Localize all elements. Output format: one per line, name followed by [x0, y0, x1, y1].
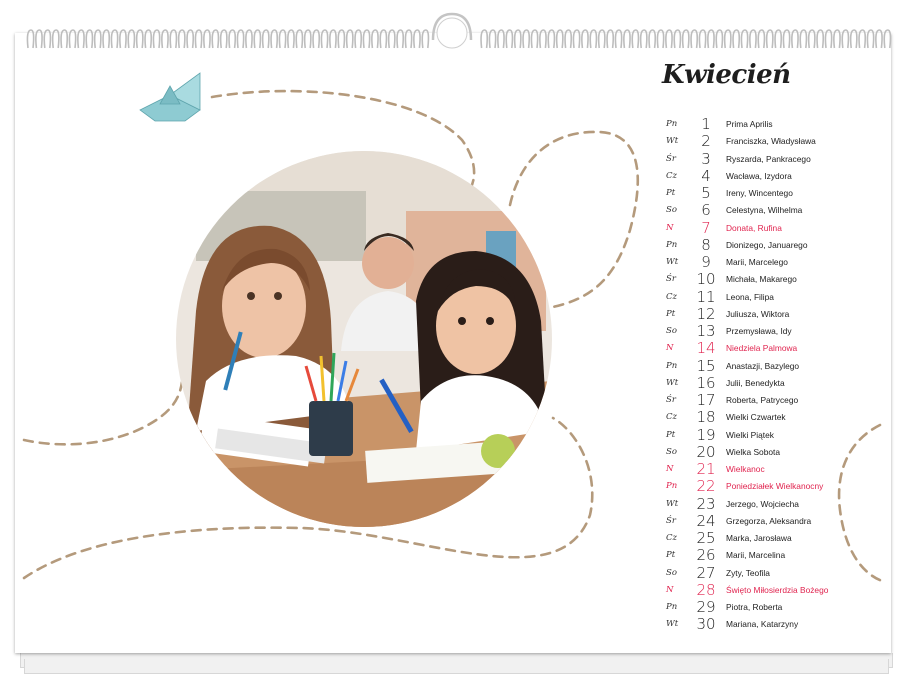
name-day-names: Jerzego, Wojciecha: [726, 498, 799, 509]
day-abbreviation: N: [666, 584, 674, 595]
day-abbreviation: Śr: [666, 515, 676, 526]
name-day-names: Święto Miłosierdzia Bożego: [726, 584, 829, 595]
day-row: [660, 151, 890, 168]
name-day-names: Zyty, Teofila: [726, 567, 770, 578]
name-day-names: Julii, Benedykta: [726, 377, 785, 388]
day-abbreviation: Pn: [666, 481, 678, 492]
day-list: [660, 116, 890, 634]
month-title: Kwiecień: [662, 60, 791, 90]
day-abbreviation: Pn: [666, 602, 678, 612]
day-abbreviation: Cz: [666, 291, 677, 302]
day-abbreviation: Wt: [666, 619, 679, 630]
name-day-names: Wielki Czwartek: [726, 412, 786, 423]
day-abbreviation: N: [666, 222, 674, 233]
day-number: 29: [696, 598, 716, 616]
day-number: 26: [696, 546, 716, 565]
day-number: 12: [696, 304, 716, 323]
day-number: 5: [701, 184, 711, 202]
day-number: 14: [696, 339, 716, 358]
name-day-names: Niedziela Palmowa: [726, 343, 798, 354]
day-row: [660, 478, 890, 495]
name-day-names: Wielki Piątek: [726, 429, 774, 440]
day-number: 4: [701, 166, 711, 185]
day-abbreviation: Śr: [666, 153, 676, 164]
name-day-names: Marii, Marcelina: [726, 550, 786, 561]
day-row: [660, 392, 890, 409]
day-number: 19: [696, 425, 716, 444]
day-number: 28: [696, 580, 716, 599]
name-day-names: Wielka Sobota: [726, 446, 780, 457]
name-day-names: Leona, Filipa: [726, 291, 774, 302]
day-abbreviation: Pn: [666, 360, 678, 371]
day-row: [660, 582, 890, 599]
day-abbreviation: Pt: [666, 188, 676, 198]
spiral-binding: [0, 0, 906, 60]
day-abbreviation: Cz: [666, 412, 677, 423]
day-number: 11: [696, 287, 716, 306]
day-row: [660, 237, 890, 254]
hanger-hole: [437, 18, 467, 48]
day-row: [660, 616, 890, 633]
name-day-names: Mariana, Katarzyny: [726, 619, 799, 630]
day-row: [660, 461, 890, 478]
day-row: [660, 254, 890, 271]
day-row: [660, 289, 890, 306]
day-number: 9: [701, 253, 711, 271]
name-day-names: Prima Aprilis: [726, 119, 773, 129]
day-abbreviation: Cz: [666, 533, 677, 543]
classroom-photo: [176, 151, 552, 527]
paper-boat-icon: [140, 73, 200, 121]
day-number: 6: [701, 201, 711, 220]
day-abbreviation: N: [666, 464, 674, 474]
day-abbreviation: Wt: [666, 136, 679, 147]
day-abbreviation: Wt: [666, 377, 679, 388]
name-day-names: Marka, Jarosława: [726, 533, 792, 543]
day-number: 16: [696, 373, 716, 392]
day-row: [660, 306, 890, 323]
day-number: 23: [696, 494, 716, 513]
day-row: [660, 530, 890, 547]
day-abbreviation: Pt: [666, 429, 676, 440]
name-day-names: Przemysława, Idy: [726, 326, 792, 336]
day-number: 22: [696, 477, 716, 496]
day-row: [660, 220, 890, 237]
day-row: [660, 444, 890, 461]
name-day-names: Anastazji, Bazylego: [726, 360, 800, 371]
day-abbreviation: So: [666, 567, 677, 578]
day-row: [660, 185, 890, 202]
day-number: 30: [696, 615, 716, 634]
day-row: [660, 202, 890, 219]
day-number: 1: [701, 115, 711, 133]
name-day-names: Celestyna, Wilhelma: [726, 205, 803, 216]
day-abbreviation: Wt: [666, 257, 679, 267]
day-number: 17: [696, 391, 716, 409]
day-number: 10: [696, 270, 716, 289]
day-abbreviation: Śr: [666, 395, 676, 405]
day-number: 25: [696, 529, 716, 547]
day-abbreviation: So: [666, 326, 677, 336]
name-day-names: Piotra, Roberta: [726, 602, 783, 612]
name-day-names: Poniedziałek Wielkanocny: [726, 481, 824, 492]
day-row: [660, 427, 890, 444]
day-abbreviation: Pt: [666, 550, 676, 561]
name-day-names: Roberta, Patrycego: [726, 395, 799, 405]
day-abbreviation: So: [666, 446, 677, 457]
name-day-names: Donata, Rufina: [726, 222, 782, 233]
day-number: 27: [696, 563, 716, 582]
name-day-names: Franciszka, Władysława: [726, 136, 816, 147]
day-abbreviation: So: [666, 205, 677, 216]
name-day-names: Juliusza, Wiktora: [726, 308, 790, 319]
day-row: [660, 409, 890, 426]
day-row: [660, 323, 890, 340]
day-abbreviation: Śr: [666, 274, 676, 285]
day-row: [660, 599, 890, 616]
day-abbreviation: Pn: [666, 119, 678, 129]
name-day-names: Marii, Marcelego: [726, 257, 788, 267]
day-row: [660, 116, 890, 133]
day-number: 8: [701, 235, 711, 254]
name-day-names: Dionizego, Januarego: [726, 239, 808, 250]
name-day-names: Wacława, Izydora: [726, 170, 792, 181]
name-day-names: Ireny, Wincentego: [726, 188, 793, 198]
day-abbreviation: Pt: [666, 308, 676, 319]
day-number: 20: [696, 442, 716, 461]
day-number: 13: [696, 322, 716, 340]
day-row: [660, 358, 890, 375]
day-number: 3: [701, 149, 711, 168]
day-abbreviation: Pn: [666, 239, 678, 250]
day-number: 21: [696, 460, 716, 478]
day-row: [660, 565, 890, 582]
day-number: 2: [701, 132, 711, 151]
day-row: [660, 547, 890, 564]
day-number: 18: [696, 408, 716, 427]
day-number: 7: [701, 218, 711, 237]
day-row: [660, 133, 890, 150]
day-row: [660, 340, 890, 357]
day-number: 15: [696, 356, 716, 375]
day-number: 24: [696, 511, 716, 530]
day-row: [660, 513, 890, 530]
day-row: [660, 496, 890, 513]
day-row: [660, 375, 890, 392]
day-row: [660, 168, 890, 185]
name-day-names: Grzegorza, Aleksandra: [726, 515, 812, 526]
day-row: [660, 271, 890, 288]
name-day-names: Michała, Makarego: [726, 274, 797, 285]
day-abbreviation: Wt: [666, 498, 679, 509]
day-abbreviation: N: [666, 343, 674, 354]
day-abbreviation: Cz: [666, 170, 677, 181]
name-day-names: Wielkanoc: [726, 464, 765, 474]
name-day-names: Ryszarda, Pankracego: [726, 153, 811, 164]
